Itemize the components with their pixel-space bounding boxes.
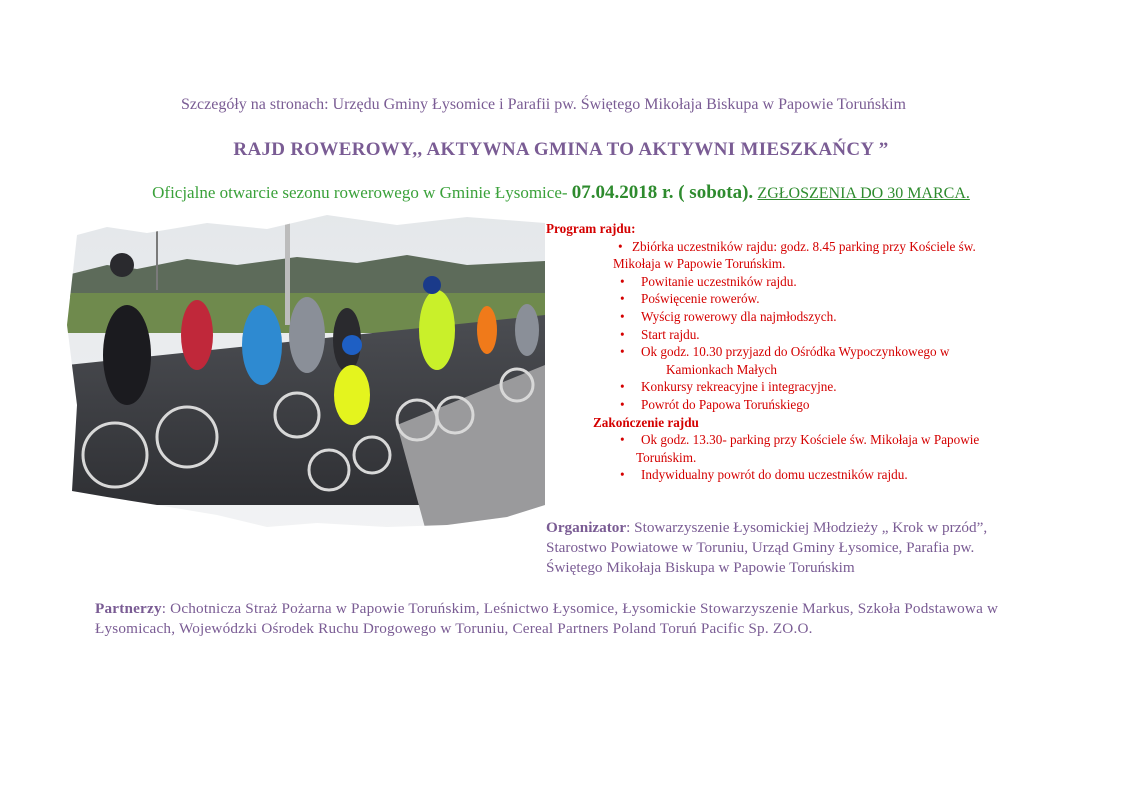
list-item: • Ok godz. 13.30- parking przy Kościele św. Mikołaja w Papowie bbox=[620, 432, 980, 448]
cyclists-photo bbox=[67, 205, 545, 563]
end-heading: Zakończenie rajdu bbox=[593, 414, 699, 430]
list-item: Mikołaja w Papowie Toruńskim. bbox=[613, 256, 786, 272]
bullet-icon: • bbox=[618, 238, 623, 254]
bullet-icon: • bbox=[620, 308, 625, 324]
organizer-block bbox=[546, 518, 1026, 578]
partners-text: : Ochotnicza Straż Pożarna w Papowie Toruńskim, Leśnictwo Łysomice, Łysomickie Stowarzyszenie Markus, Szkoła Podstawowa w Łysomicach, Wojewódzki Ośrodek Ruchu Drogowego w Toruniu, Cereal Partners Poland Toruń Pacific Sp. ZO.O. bbox=[95, 600, 999, 637]
organizer-text: : Stowarzyszenie Łysomickiej Młodzieży „ Krok w przód”, Starostwo Powiatowe w Toruniu, Urząd Gminy Łysomice, Parafia pw. Świętego Mikołaja Biskupa w Papowie Toruńskim bbox=[546, 519, 988, 576]
bullet-icon: • bbox=[620, 396, 625, 412]
list-item: • Start rajdu. bbox=[620, 326, 700, 342]
list-item: • Poświęcenie rowerów. bbox=[620, 291, 760, 307]
list-item: • Wyścig rowerowy dla najmłodszych. bbox=[620, 308, 837, 324]
bullet-icon: • bbox=[620, 432, 625, 448]
cyclists-photo-image bbox=[67, 205, 545, 563]
bullet-icon: • bbox=[620, 291, 625, 307]
bullet-icon: • bbox=[620, 326, 625, 342]
bullet-icon: • bbox=[620, 344, 625, 360]
details-line: Szczegóły na stronach: Urzędu Gminy Łysomice i Parafii pw. Świętego Mikołaja Biskupa w Papowie Toruńskim bbox=[181, 96, 906, 113]
organizer-label: Organizator bbox=[546, 519, 627, 536]
event-title: RAJD ROWEROWY,, AKTYWNA GMINA TO AKTYWNI MIESZKAŃCY ” bbox=[233, 139, 889, 160]
list-item: • Powrót do Papowa Toruńskiego bbox=[620, 396, 810, 412]
program-heading: Program rajdu: bbox=[546, 221, 636, 236]
opening-date: 07.04.2018 r. ( sobota). bbox=[571, 182, 754, 203]
bullet-icon: • bbox=[620, 379, 625, 395]
bullet-icon: • bbox=[620, 467, 625, 483]
bullet-icon: • bbox=[620, 273, 625, 289]
opening-text: Oficjalne otwarcie sezonu rowerowego w Gminie Łysomice- bbox=[152, 183, 572, 202]
end-list bbox=[546, 431, 1066, 484]
program-section bbox=[546, 220, 1066, 484]
list-item: • Zbiórka uczestników rajdu: godz. 8.45 parking przy Kościele św. bbox=[618, 238, 976, 254]
program-list bbox=[546, 238, 1066, 414]
opening-line bbox=[0, 182, 1122, 204]
list-item: Kamionkach Małych bbox=[666, 361, 777, 377]
list-item: Toruńskim. bbox=[636, 449, 697, 465]
list-item: • Indywidualny powrót do domu uczestników rajdu. bbox=[620, 467, 908, 483]
partners-block bbox=[95, 599, 1035, 639]
list-item: • Konkursy rekreacyjne i integracyjne. bbox=[620, 379, 837, 395]
registration-deadline-link[interactable]: ZGŁOSZENIA DO 30 MARCA. bbox=[757, 185, 970, 202]
list-item: • Ok godz. 10.30 przyjazd do Ośródka Wypoczynkowego w bbox=[620, 344, 950, 360]
list-item: • Powitanie uczestników rajdu. bbox=[620, 273, 797, 289]
partners-label: Partnerzy bbox=[95, 600, 162, 617]
